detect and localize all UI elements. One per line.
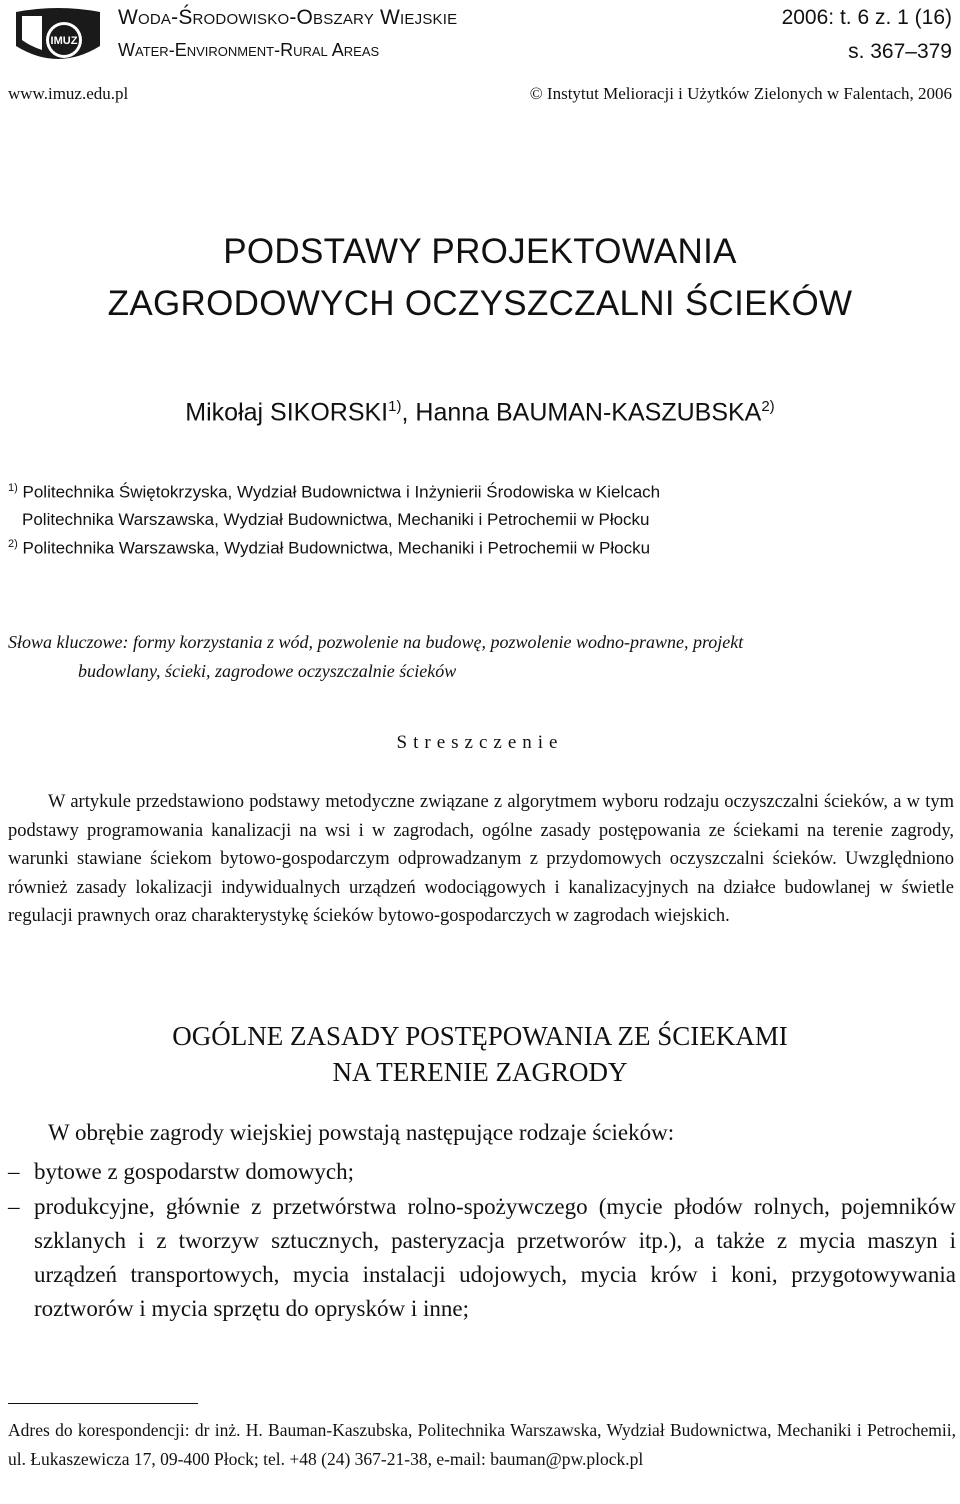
page-range: s. 367–379 bbox=[848, 40, 952, 63]
issue-info: 2006: t. 6 z. 1 (16) bbox=[781, 6, 952, 29]
affiliation-1 bbox=[8, 482, 660, 503]
journal-title-en: Water-Environment-Rural Areas bbox=[118, 40, 380, 60]
journal-title-pl: Woda-Środowisko-Obszary Wiejskie bbox=[118, 6, 458, 29]
section-heading-line-1: OGÓLNE ZASADY POSTĘPOWANIA ZE ŚCIEKAMI bbox=[172, 1021, 788, 1051]
abstract-text: W artykule przedstawiono podstawy metodyczne związane z algorytmem wyboru rodzaju oczyszczalni ścieków, a w tym podstawy programowania kanalizacji na wsi i w zagrodach, ogólne zasady postępowania ze ściekami na terenie zagrody, warunki stawiane ściekom bytowo-gospodarczym odprowadzanym z przydomowych oczyszczalni ścieków. Uwzględniono również zasady lokalizacji indywidualnych urządzeń wodociągowych i kanalizacyjnych na działce budowlanej w świetle regulacji prawnych oraz charakterystykę ścieków bytowo-gospodarczych w zagrodach wiejskich. bbox=[8, 792, 954, 926]
section-intro: W obrębie zagrody wiejskiej powstają następujące rodzaje ścieków: bbox=[48, 1120, 675, 1145]
author-2-affiliation-mark: 2) bbox=[761, 398, 775, 415]
section-heading bbox=[0, 1018, 960, 1090]
paper-title bbox=[0, 226, 960, 330]
list-item-text: bytowe z gospodarstw domowych; bbox=[34, 1159, 355, 1184]
title-line-2: ZAGRODOWYCH OCZYSZCZALNI ŚCIEKÓW bbox=[107, 284, 853, 323]
list-item bbox=[8, 1190, 956, 1326]
logo-text: IMUZ bbox=[50, 35, 78, 47]
list-dash: – bbox=[8, 1194, 20, 1219]
affiliation-1b-text: Politechnika Warszawska, Wydział Budownictwa, Mechaniki i Petrochemii w Płocku bbox=[22, 510, 650, 529]
list-item bbox=[8, 1155, 956, 1189]
list-item-text: produkcyjne, głównie z przetwórstwa rolno-spożywczego (mycie płodów rolnych, pojemników szklanych i z tworzyw sztucznych, pasteryzacja przetworów itp.), a także z mycia maszyn i urządzeń transportowych, mycia instalacji udojowych, mycia krów i koni, przygotowywania roztworów i mycia sprzętu do oprysków i inne; bbox=[34, 1194, 956, 1321]
author-separator: , bbox=[401, 398, 416, 427]
author-1-affiliation-mark: 1) bbox=[388, 398, 402, 415]
list-dash: – bbox=[8, 1159, 20, 1184]
affiliation-2-mark: 2) bbox=[8, 538, 18, 550]
abstract-heading: Streszczenie bbox=[396, 732, 564, 753]
website-link[interactable]: www.imuz.edu.pl bbox=[8, 84, 129, 103]
correspondence-footnote: Adres do korespondencji: dr inż. H. Bauman-Kaszubska, Politechnika Warszawska, Wydział Budownictwa, Mechaniki i Petrochemii, ul. Łukaszewicza 17, 09-400 Płock; tel. +48 (24) 367-21-38, e-mail: bauman@pw.plock.pl bbox=[8, 1420, 956, 1469]
section-heading-line-2: NA TERENIE ZAGRODY bbox=[332, 1057, 628, 1087]
keywords bbox=[8, 628, 956, 686]
affiliation-1-text: Politechnika Świętokrzyska, Wydział Budownictwa i Inżynierii Środowiska w Kielcach bbox=[22, 482, 661, 502]
affiliation-1-mark: 1) bbox=[8, 482, 18, 494]
authors bbox=[0, 398, 960, 427]
author-1: Mikołaj SIKORSKI bbox=[185, 398, 389, 427]
title-line-1: PODSTAWY PROJEKTOWANIA bbox=[223, 232, 737, 271]
author-2: Hanna BAUMAN-KASZUBSKA bbox=[415, 398, 762, 427]
keywords-line-2: budowlany, ścieki, zagrodowe oczyszczalnie ścieków bbox=[78, 661, 457, 681]
copyright-notice: © Instytut Melioracji i Użytków Zielonych w Falentach, 2006 bbox=[529, 84, 952, 103]
imuz-logo bbox=[12, 6, 104, 66]
affiliation-2-text: Politechnika Warszawska, Wydział Budownictwa, Mechaniki i Petrochemii w Płocku bbox=[22, 538, 651, 558]
footnote-divider bbox=[8, 1403, 198, 1404]
affiliation-2 bbox=[8, 538, 650, 559]
keywords-line-1: Słowa kluczowe: formy korzystania z wód, pozwolenie na budowę, pozwolenie wodno-prawne, projekt bbox=[8, 632, 744, 652]
